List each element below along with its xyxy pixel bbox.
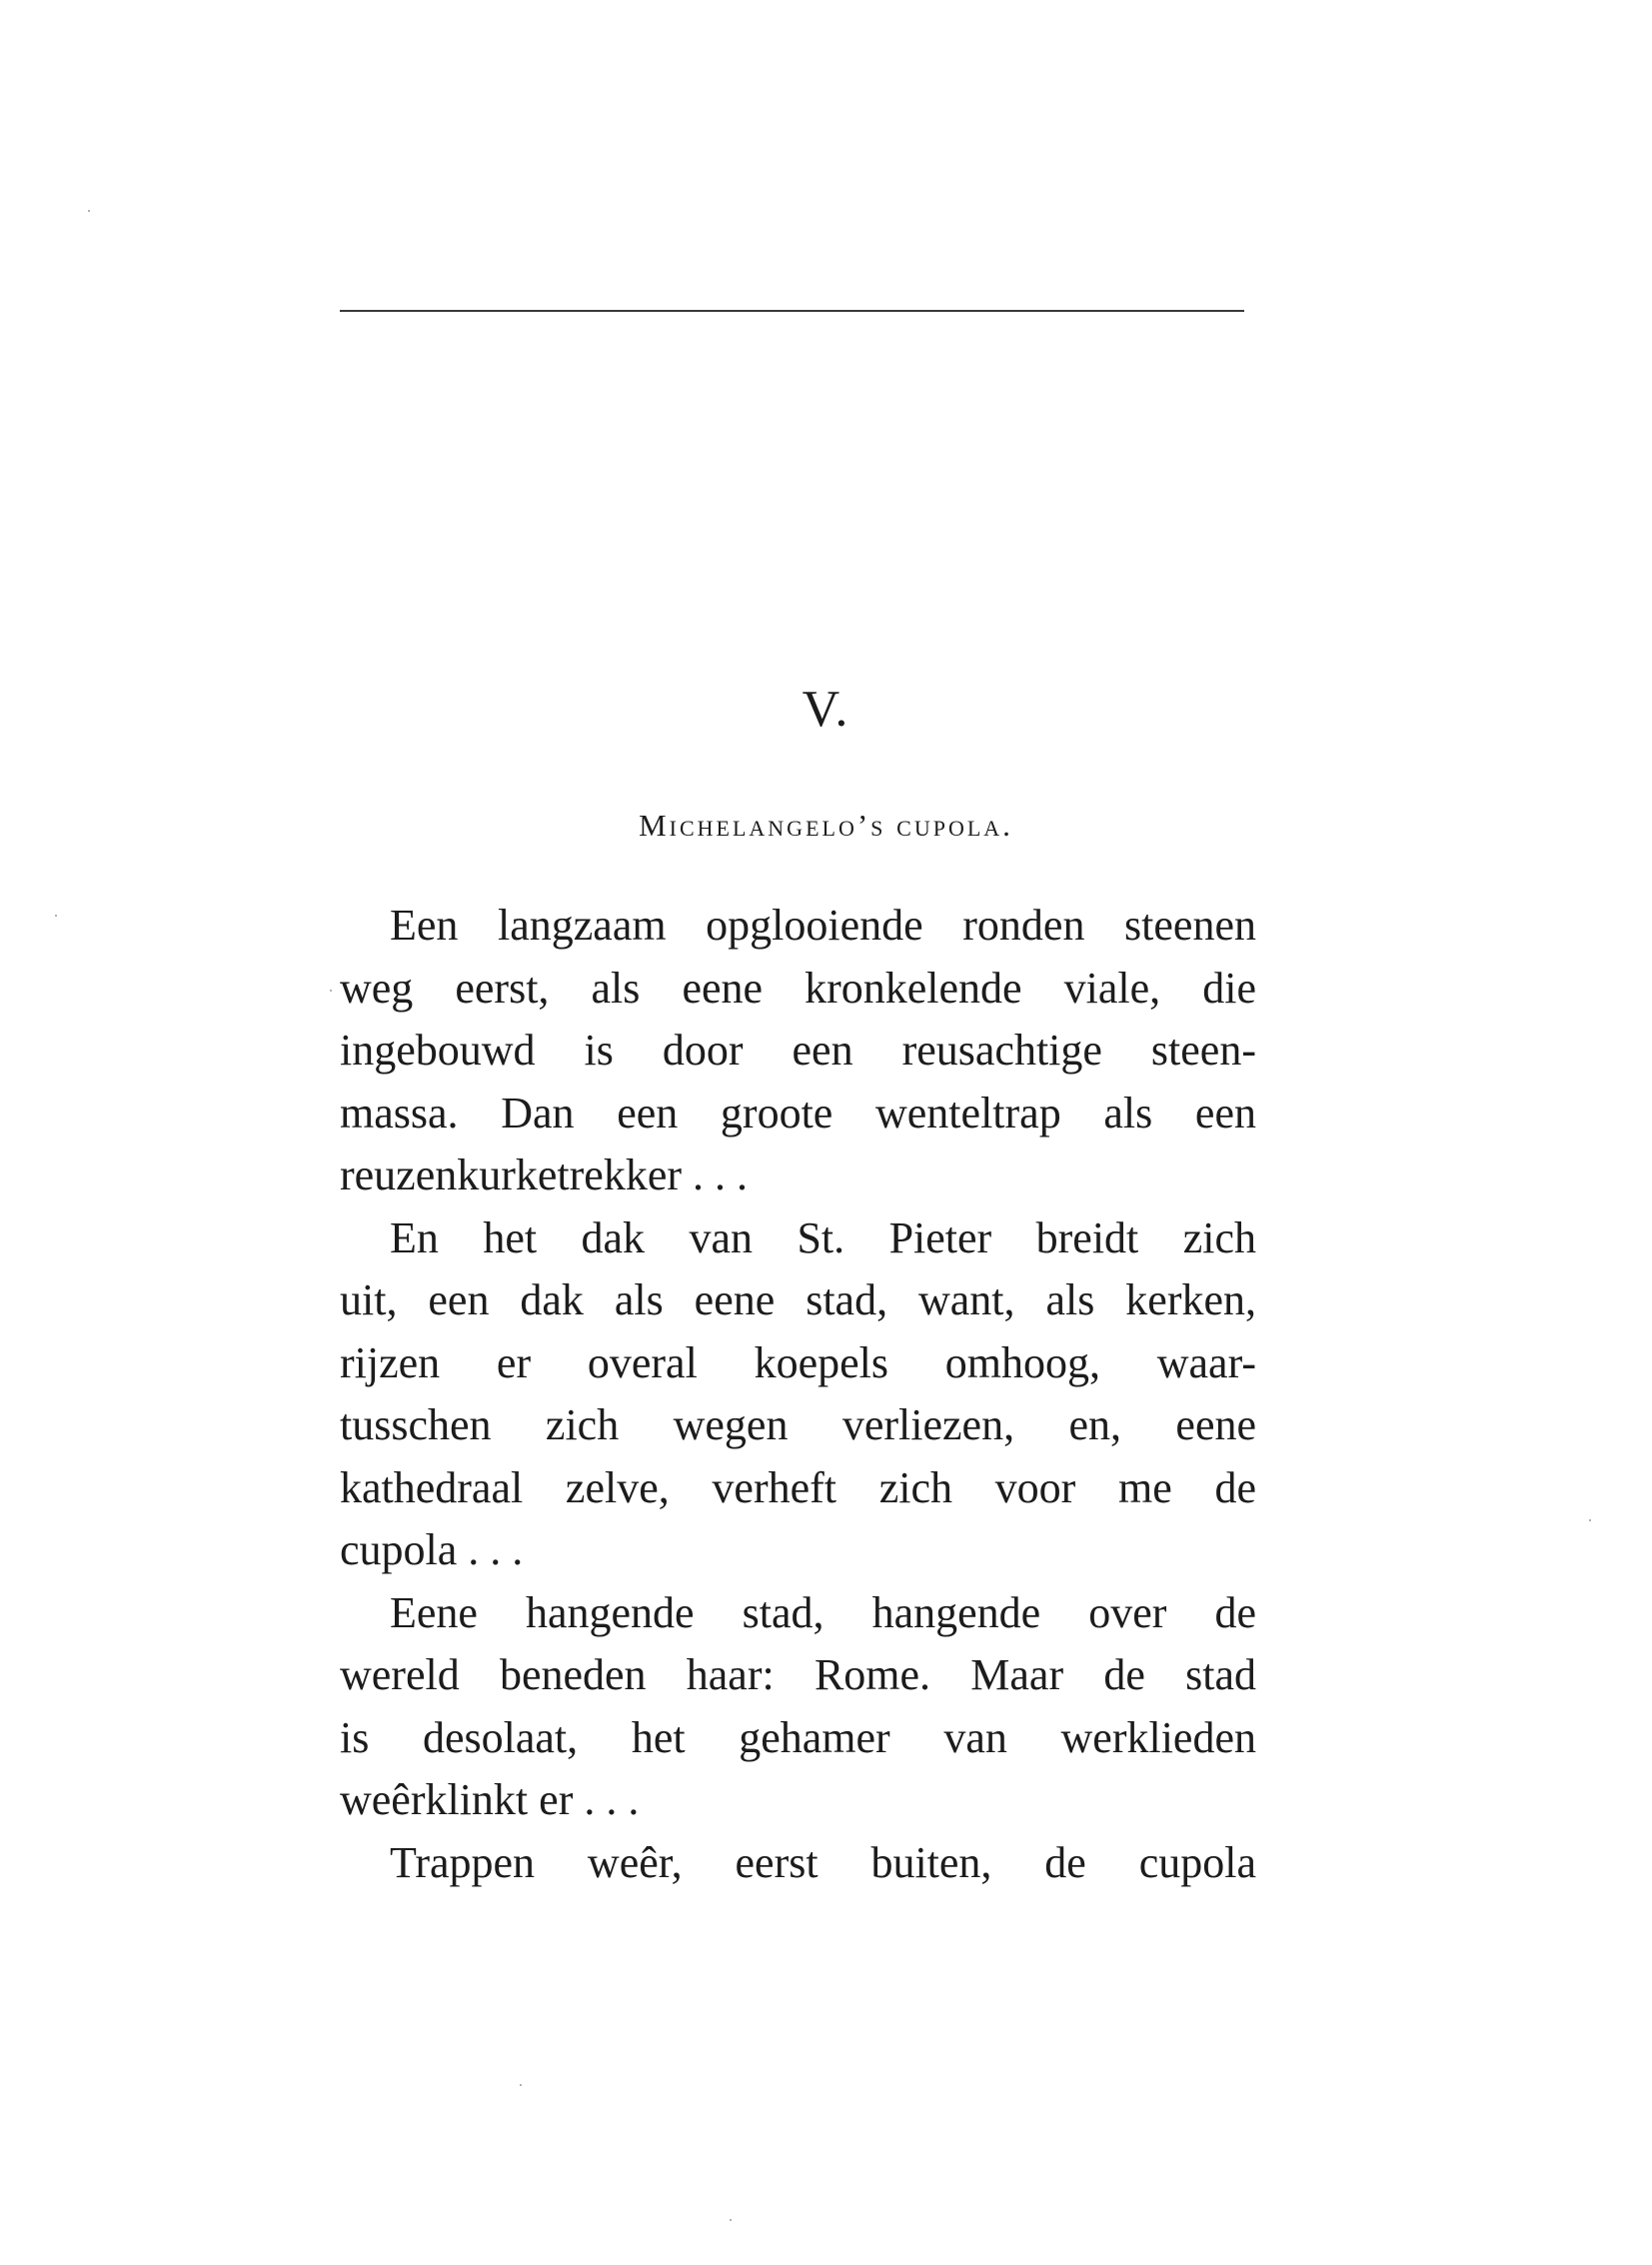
text-line: weg eerst, als eene kronkelende viale, die — [340, 963, 1256, 1013]
paper-speck — [1589, 1519, 1591, 1521]
paper-speck — [730, 2219, 732, 2221]
paper-speck — [88, 210, 90, 212]
paper-speck — [520, 2084, 522, 2086]
text-line: uit, een dak als eene stad, want, als kerken, — [340, 1275, 1256, 1324]
text-line: reuzenkurketrekker . . . — [340, 1150, 749, 1199]
text-line: En het dak van St. Pieter breidt zich — [390, 1212, 1256, 1262]
text-line: ingebouwd is door een reusachtige steen- — [340, 1026, 1256, 1075]
text-line: Een langzaam opglooiende ronden steenen — [390, 901, 1256, 950]
paper-speck — [330, 990, 332, 992]
chapter-number: V. — [802, 681, 850, 738]
text-line: wereld beneden haar: Rome. Maar de stad — [340, 1650, 1256, 1699]
text-line: weêrklinkt er . . . — [340, 1775, 640, 1824]
text-line: cupola . . . — [340, 1525, 524, 1574]
header-rule — [340, 310, 1244, 312]
text-line: kathedraal zelve, verheft zich voor me de — [340, 1462, 1256, 1512]
paper-speck — [55, 915, 57, 917]
text-line: massa. Dan een groote wenteltrap als een — [340, 1088, 1256, 1137]
text-line: Eene hangende stad, hangende over de — [390, 1587, 1256, 1637]
text-line: tusschen zich wegen verliezen, en, eene — [340, 1400, 1256, 1449]
chapter-title: Michelangelo’s cupola. — [639, 808, 1013, 843]
text-line: rijzen er overal koepels omhoog, waar- — [340, 1337, 1256, 1387]
text-line: Trappen weêr, eerst buiten, de cupola — [390, 1837, 1256, 1887]
body-text — [340, 895, 1256, 1894]
text-line: is desolaat, het gehamer van werklieden — [340, 1712, 1256, 1762]
